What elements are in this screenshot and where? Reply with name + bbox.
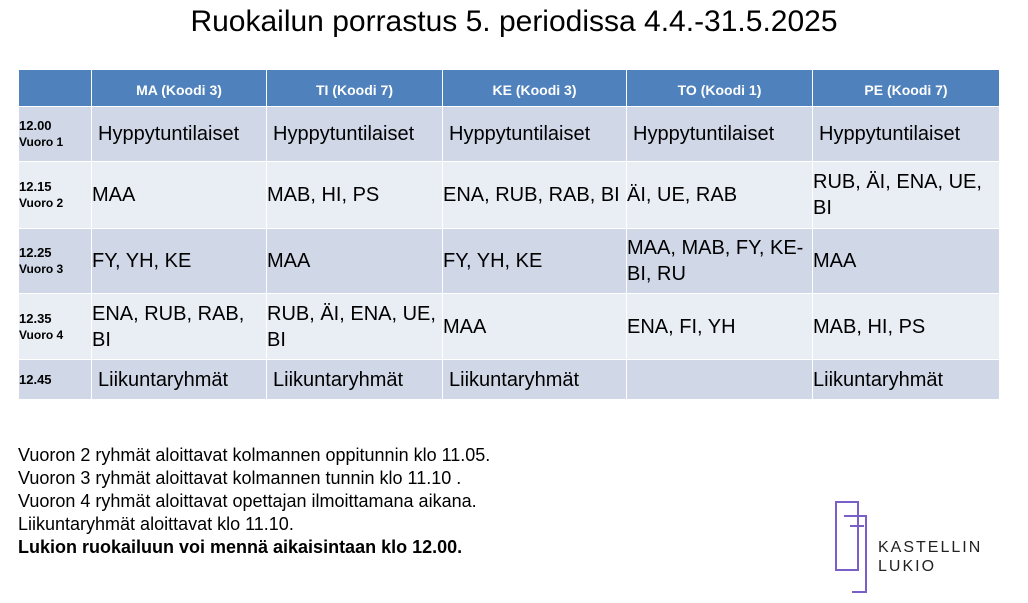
schedule-cell: ENA, RUB, RAB, BI <box>443 162 627 229</box>
schedule-cell: Hyppytuntilaiset <box>92 107 267 162</box>
schedule-cell: Hyppytuntilaiset <box>443 107 627 162</box>
schedule-cell: FY, YH, KE <box>443 229 627 294</box>
schedule-cell: Hyppytuntilaiset <box>267 107 443 162</box>
notes-block <box>18 444 490 559</box>
schedule-cell: Hyppytuntilaiset <box>627 107 813 162</box>
table-row <box>19 107 1000 162</box>
table-header-row <box>19 70 1000 107</box>
schedule-cell: MAA <box>813 229 1000 294</box>
note-line: Vuoron 4 ryhmät aloittavat opettajan ilmoittamana aikana. <box>18 491 477 511</box>
schedule-cell: Liikuntaryhmät <box>267 360 443 400</box>
schedule-cell: MAA <box>443 294 627 360</box>
schedule-cell: Hyppytuntilaiset <box>813 107 1000 162</box>
header-ti: TI (Koodi 7) <box>267 70 443 107</box>
schedule-cell: ENA, FI, YH <box>627 294 813 360</box>
school-logo-text: KASTELLIN LUKIO <box>878 539 983 575</box>
table-row <box>19 229 1000 294</box>
schedule-cell: MAA <box>267 229 443 294</box>
header-ma: MA (Koodi 3) <box>92 70 267 107</box>
header-ke: KE (Koodi 3) <box>443 70 627 107</box>
note-line: Liikuntaryhmät aloittavat klo 11.10. <box>18 514 294 534</box>
schedule-table <box>18 69 1000 400</box>
schedule-cell: MAA <box>92 162 267 229</box>
header-corner <box>19 70 92 107</box>
schedule-cell: FY, YH, KE <box>92 229 267 294</box>
note-line: Vuoron 3 ryhmät aloittavat kolmannen tunnin klo 11.10 . <box>18 468 462 488</box>
table-row <box>19 360 1000 400</box>
note-line: Vuoron 2 ryhmät aloittavat kolmannen oppitunnin klo 11.05. <box>18 445 491 465</box>
schedule-cell <box>627 360 813 400</box>
time-cell: 12.45 <box>19 360 92 400</box>
schedule-cell: Liikuntaryhmät <box>92 360 267 400</box>
schedule-cell: MAB, HI, PS <box>267 162 443 229</box>
time-cell: 12.15 Vuoro 2 <box>19 162 92 229</box>
time-cell: 12.25 Vuoro 3 <box>19 229 92 294</box>
schedule-cell: ENA, RUB, RAB, BI <box>92 294 267 360</box>
table-row <box>19 294 1000 360</box>
time-cell: 12.35 Vuoro 4 <box>19 294 92 360</box>
header-pe: PE (Koodi 7) <box>813 70 1000 107</box>
schedule-cell: RUB, ÄI, ENA, UE, BI <box>813 162 1000 229</box>
page-title: Ruokailun porrastus 5. periodissa 4.4.-31.5.2025 <box>190 5 838 38</box>
table-row <box>19 162 1000 229</box>
note-line-emphasis: Lukion ruokailuun voi mennä aikaisintaan klo 12.00. <box>18 537 463 557</box>
schedule-cell: MAA, MAB, FY, KE-BI, RU <box>627 229 813 294</box>
schedule-cell: MAB, HI, PS <box>813 294 1000 360</box>
schedule-cell: Liikuntaryhmät <box>443 360 627 400</box>
schedule-cell: Liikuntaryhmät <box>813 360 1000 400</box>
header-to: TO (Koodi 1) <box>627 70 813 107</box>
schedule-cell: ÄI, UE, RAB <box>627 162 813 229</box>
schedule-cell: RUB, ÄI, ENA, UE, BI <box>267 294 443 360</box>
time-cell: 12.00 Vuoro 1 <box>19 107 92 162</box>
